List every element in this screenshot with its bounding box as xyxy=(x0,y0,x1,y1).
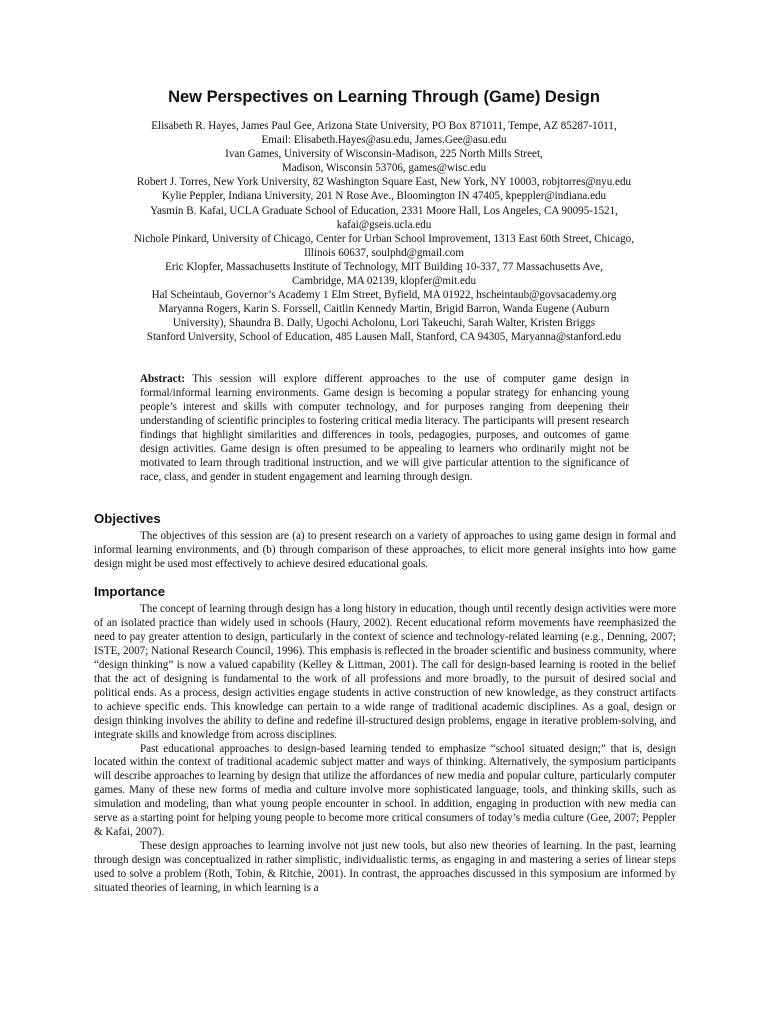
importance-paragraph: These design approaches to learning involve not just new tools, but also new theories of learning. In the past, learning through design was conceptualized in rather simplistic, individualistic terms, as engaging in and mastering a series of linear steps used to solve a problem (Roth, Tobin, & Ritchie, 2001). In contrast, the approaches discussed in this symposium are informed by situated theories of learning, in which learning is a xyxy=(94,840,676,895)
abstract-text: This session will explore different approaches to the use of computer game design in formal/informal learning environments. Game design is becoming a popular strategy for enhancing young people’s interest and skills with computer technology, and for purposes ranging from deepening their understanding of scientific principles to fostering critical media literacy. The participants will present research findings that highlight similarities and differences in tools, pedagogies, purposes, and outcomes of game design activities. Game design is often presumed to be appealing to learners who ordinarily might not be motivated to learn through traditional instruction, and we will give particular attention to the significance of race, class, and gender in student engagement and learning through design. xyxy=(140,373,629,483)
importance-paragraph: The concept of learning through design has a long history in education, though until recently design activities were more of an isolated practice than widely used in schools (Haury, 2002). Recent educational reform movements have reemphasized the need to pay greater attention to design, particularly in the context of science and technology-related learning (e.g., Denning, 2007; ISTE, 2007; National Research Council, 1996). This emphasis is reflected in the broader scientific and business community, where “design thinking” is now a valued capability (Kelley & Littman, 2001). The call for design-based learning is rooted in the belief that the act of designing is fundamental to the work of all professions and more broadly, to the pursuit of desired social and political ends. As a process, design activities engage students in active construction of new knowledge, as they construct artifacts to achieve specific ends. This knowledge can pertain to a wide range of traditional academic disciplines. As a goal, design or design thinking involves the ability to define and redefine ill-structured design problems, engage in iterative problem-solving, and integrate skills and knowledge from across disciplines. xyxy=(94,603,676,741)
author-line: Eric Klopfer, Massachusetts Institute of Technology, MIT Building 10-337, 77 Massachusetts Ave, xyxy=(165,260,603,273)
author-line: Ivan Games, University of Wisconsin-Madison, 225 North Mills Street, xyxy=(225,148,543,161)
author-line: Elisabeth R. Hayes, James Paul Gee, Arizona State University, PO Box 871011, Tempe, AZ 85287-1011, xyxy=(151,120,617,132)
author-line: Stanford University, School of Education, 485 Lausen Mall, Stanford, CA 94305, Maryanna@stanford.edu xyxy=(146,331,622,344)
author-line: Hal Scheintaub, Governor’s Academy 1 Elm Street, Byfield, MA 01922, hscheintaub@govsacademy.org xyxy=(151,289,617,302)
author-line: Maryanna Rogers, Karin S. Forssell, Caitlin Kennedy Martin, Brigid Barron, Wanda Eugene (Auburn xyxy=(158,303,610,316)
author-line: Kylie Peppler, Indiana University, 201 N Rose Ave., Bloomington IN 47405, kpeppler@indiana.edu xyxy=(161,190,607,203)
author-line: Yasmin B. Kafai, UCLA Graduate School of Education, 2331 Moore Hall, Los Angeles, CA 90095-1521, xyxy=(150,204,618,217)
author-line: kafai@gseis.ucla.edu xyxy=(336,218,432,231)
paper-title: New Perspectives on Learning Through (Game) Design xyxy=(168,88,600,106)
author-line: University), Shaundra B. Daily, Ugochi Acholonu, Lori Takeuchi, Sarah Walter, Kristen Briggs xyxy=(172,317,596,330)
abstract xyxy=(140,373,629,485)
author-line: Madison, Wisconsin 53706, games@wisc.edu xyxy=(281,162,487,175)
objectives-section xyxy=(94,530,676,572)
author-line: Robert J. Torres, New York University, 82 Washington Square East, New York, NY 10003, robjtorres@nyu.edu xyxy=(136,176,632,189)
objectives-paragraph: The objectives of this session are (a) to present research on a variety of approaches to using game design in formal and informal learning environments, and (b) through comparison of these approaches, to elicit more general insights into how game design might be used most effectively to achieve desired educational goals. xyxy=(94,530,676,570)
author-line: Cambridge, MA 02139, klopfer@mit.edu xyxy=(292,275,476,288)
importance-heading: Importance xyxy=(94,584,166,599)
abstract-label: Abstract: xyxy=(140,373,185,385)
author-block xyxy=(88,119,680,345)
objectives-heading: Objectives xyxy=(94,511,161,526)
importance-section xyxy=(94,603,676,896)
author-line: Nichole Pinkard, University of Chicago, Center for Urban School Improvement, 1313 East 60th Street, Chicago, xyxy=(133,232,635,245)
author-line: Illinois 60637, soulphd@gmail.com xyxy=(304,246,464,259)
importance-paragraph: Past educational approaches to design-based learning tended to emphasize “school situated design;” that is, design located within the context of traditional academic subject matter and ways of thinking. Alternatively, the symposium participants will describe approaches to learning by design that utilize the affordances of new media and popular culture, particularly computer games. Many of these new forms of media and culture involve more sophisticated language, tools, and thinking skills, such as simulation and modeling, than what young people encounter in school. In addition, engaging in production with new media can serve as a starting point for helping young people to become more critical consumers of today’s media culture (Gee, 2007; Peppler & Kafai, 2007). xyxy=(94,742,676,839)
author-line: Email: Elisabeth.Hayes@asu.edu, James.Gee@asu.edu xyxy=(261,134,507,147)
